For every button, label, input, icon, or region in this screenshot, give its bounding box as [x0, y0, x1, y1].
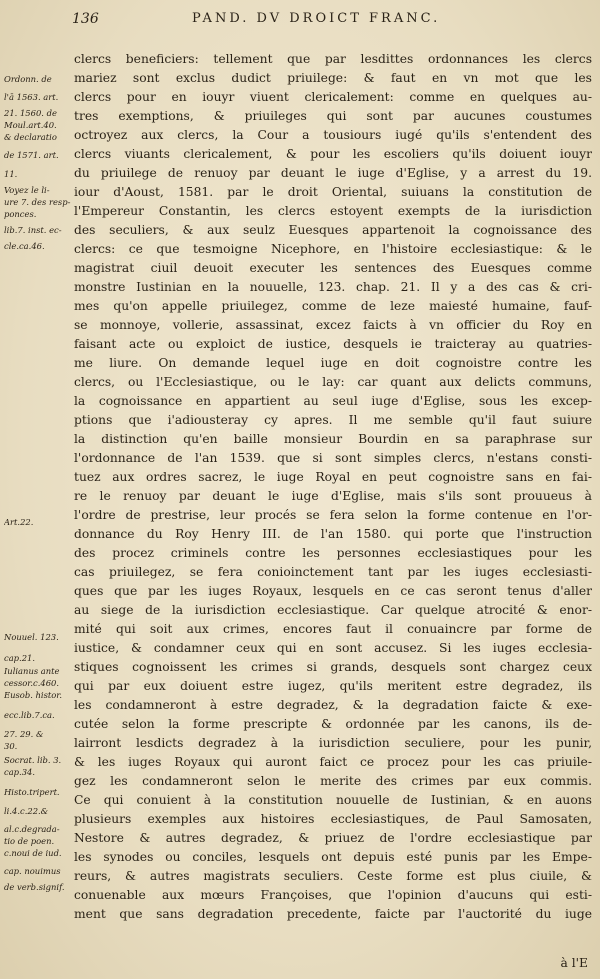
text-line: tres exemptions, & priuileges qui sont par aucunes coustumes: [74, 109, 592, 123]
text-line: faisant acte ou exploict de iustice, desquels ie traicteray au quatries-: [74, 337, 592, 351]
text-line: l'Empereur Constantin, les clercs estoyent exempts de la iurisdiction: [74, 204, 592, 218]
margin-note: 11.: [4, 169, 18, 179]
page-number: 136: [72, 11, 99, 27]
text-line: octroyez aux clercs, la Cour a tousiours iugé qu'ils s'entendent des: [74, 128, 592, 142]
text-line: l'ordre de prestrise, leur procés se fera selon la forme contenue en l'or-: [74, 508, 592, 522]
margin-note: de 1571. art.: [4, 150, 59, 160]
text-line: des seculiers, & aux seulz Euesques appartenoit la cognoissance des: [74, 223, 592, 237]
margin-note: Voyez le li-: [4, 185, 50, 195]
text-line: l'ordonnance de l'an 1539. que si sont simples clercs, n'estans consti-: [74, 451, 592, 465]
text-line: me liure. On demande lequel iuge en doit cognoistre contre les: [74, 356, 592, 370]
margin-note: cle.ca.46.: [4, 241, 45, 251]
text-line: re le renuoy par deuant le iuge d'Eglise, mais s'ils sont prouueus à: [74, 489, 592, 503]
text-line: & les iuges Royaux qui auront faict ce procez pour les cas priuile-: [74, 755, 592, 769]
text-line: clercs pour en iouyr viuent clericalement: comme en quelques au-: [74, 90, 592, 104]
catchword: à l'E: [560, 956, 588, 970]
text-line: plusieurs exemples aux histoires ecclesiastiques, de Paul Samosaten,: [74, 812, 592, 826]
margin-note: Socrat. lib. 3.: [4, 755, 62, 765]
text-line: lairront lesdicts degradez à la iurisdiction seculiere, pour les punir,: [74, 736, 592, 750]
running-head: PAND. DV DROICT FRANC.: [192, 11, 441, 26]
text-line: au siege de la iurisdiction ecclesiastique. Car quelque atrocité & enor-: [74, 603, 592, 617]
margin-note: l'ā 1563. art.: [4, 92, 59, 102]
margin-note: Histo.tripert.: [4, 787, 60, 797]
margin-note: cessor.c.460.: [4, 678, 60, 688]
margin-note: 27. 29. &: [4, 729, 44, 739]
text-line: la cognoissance en appartient au seul iuge d'Eglise, sous les excep-: [74, 394, 592, 408]
text-line: iour d'Aoust, 1581. par le droit Oriental, suiuans la constitution de: [74, 185, 592, 199]
margin-note: al.c.degrada-: [4, 824, 60, 834]
text-line: mes qu'on appelle priuilegez, comme de leze maiesté humaine, fauf-: [74, 299, 592, 313]
text-line: se monnoye, vollerie, assassinat, excez faicts à vn officier du Roy en: [74, 318, 592, 332]
text-line: clercs, ou l'Ecclesiastique, ou le lay: car quant aux delicts communs,: [74, 375, 592, 389]
margin-note: cap.21.: [4, 653, 36, 663]
margin-notes: [4, 72, 72, 952]
text-line: Nestore & autres degradez, & priuez de l'ordre ecclesiastique par: [74, 831, 592, 845]
text-line: clercs viuants clericalement, & pour les escoliers qu'ils doiuent iouyr: [74, 147, 592, 161]
text-line: du priuilege de renuoy par deuant le iuge d'Eglise, y a arrest du 19.: [74, 166, 592, 180]
margin-note: Nouuel. 123.: [4, 632, 59, 642]
text-line: les condamneront à estre degradez, & la degradation faicte & exe-: [74, 698, 592, 712]
text-line: la distinction qu'en baille monsieur Bourdin en sa paraphrase sur: [74, 432, 592, 446]
text-line: iustice, & condamner ceux qui en sont accusez. Si les iuges ecclesia-: [74, 641, 592, 655]
text-line: mariez sont exclus dudict priuilege: & faut en vn mot que les: [74, 71, 592, 85]
text-line: conuenable aux mœurs Françoises, que l'opinion d'aucuns qui esti-: [74, 888, 592, 902]
margin-note: tio de poen.: [4, 836, 55, 846]
text-line: donnance du Roy Henry III. de l'an 1580. qui porte que l'instruction: [74, 527, 592, 541]
text-line: mité qui soit aux crimes, encores faut il conuaincre par forme de: [74, 622, 592, 636]
body-text: [74, 50, 592, 970]
text-line: clercs: ce que tesmoigne Nicephore, en l'histoire ecclesiastique: & le: [74, 242, 592, 256]
margin-note: Moul.art.40.: [4, 120, 57, 130]
margin-note: cap. nouimus: [4, 866, 61, 876]
text-line: cas priuilegez, se fera conioinctement tant par les iuges ecclesiasti-: [74, 565, 592, 579]
text-line: ptions que i'adiousteray cy apres. Il me semble qu'il faut suiure: [74, 413, 592, 427]
text-line: tuez aux ordres sacrez, le iuge Royal en peut cognoistre sans en fai-: [74, 470, 592, 484]
margin-note: Eusob. histor.: [4, 690, 63, 700]
margin-note: ecc.lib.7.ca.: [4, 710, 55, 720]
margin-note: ure 7. des resp-: [4, 197, 71, 207]
text-line: Ce qui conuient à la constitution nouuelle de Iustinian, & en auons: [74, 793, 592, 807]
text-line: les synodes ou conciles, lesquels ont depuis esté punis par les Empe-: [74, 850, 592, 864]
margin-note: cap.34.: [4, 767, 36, 777]
margin-note: de verb.signif.: [4, 882, 65, 892]
text-line: ment que sans degradation precedente, faicte par l'auctorité du iuge: [74, 907, 592, 921]
text-line: qui par eux doiuent estre iugez, qu'ils meritent estre degradez, ils: [74, 679, 592, 693]
margin-note: Iulianus ante: [4, 666, 60, 676]
margin-note: Ordonn. de: [4, 74, 52, 84]
text-line: gez les condamneront selon le merite des crimes par eux commis.: [74, 774, 592, 788]
margin-note: 30.: [4, 741, 18, 751]
text-line: des procez criminels contre les personnes ecclesiastiques pour les: [74, 546, 592, 560]
margin-note: Art.22.: [4, 517, 34, 527]
text-line: monstre Iustinian en la nouuelle, 123. chap. 21. Il y a des cas & cri-: [74, 280, 592, 294]
page-header: [72, 9, 592, 33]
margin-note: & declaratio: [4, 132, 57, 142]
margin-note: li.4.c.22.&: [4, 806, 49, 816]
text-line: reurs, & autres magistrats seculiers. Ceste forme est plus ciuile, &: [74, 869, 592, 883]
text-line: magistrat ciuil deuoit executer les sentences des Euesques comme: [74, 261, 592, 275]
margin-note: ponces.: [4, 209, 37, 219]
margin-note: lib.7. inst. ec-: [4, 225, 62, 235]
text-line: ques que par les iuges Royaux, lesquels en ce cas seront tenus d'aller: [74, 584, 592, 598]
text-line: clercs beneficiers: tellement que par lesdittes ordonnances les clercs: [74, 52, 592, 66]
margin-note: c.noui de iud.: [4, 848, 62, 858]
text-line: stiques cognoissent les crimes si grands, desquels sont chargez ceux: [74, 660, 592, 674]
margin-note: 21. 1560. de: [4, 108, 57, 118]
text-line: cutée selon la forme prescripte & ordonnée par les canons, ils de-: [74, 717, 592, 731]
